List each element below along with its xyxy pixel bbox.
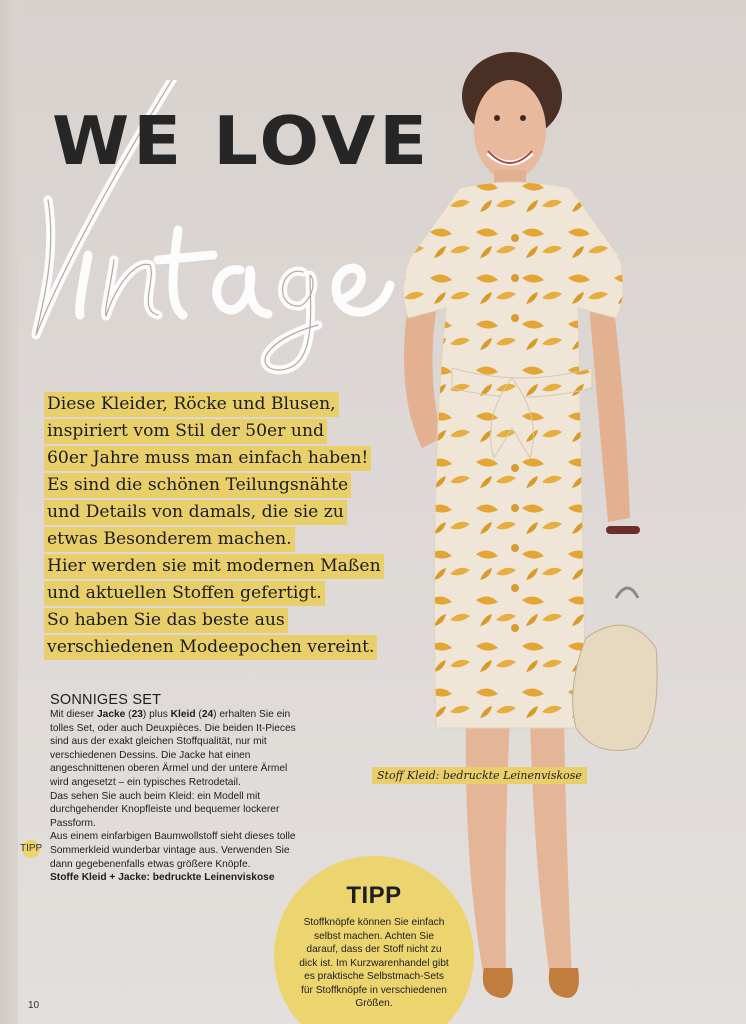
intro-text xyxy=(44,396,424,666)
tipp-box xyxy=(274,856,474,1024)
intro-line: 60er Jahre muss man einfach haben! xyxy=(44,450,424,477)
intro-line: und aktuellen Stoffen gefertigt. xyxy=(44,585,424,612)
tipp-body: Stoffknöpfe können Sie einfach selbst machen. Achten Sie darauf, dass der Stoff nicht zu dick ist. Im Kurzwarenhandel gibt es praktische Selbstmach-Sets für Stoffknöpfe in verschiedenen Größen. xyxy=(299,917,449,1009)
article-paragraph: Das sehen Sie auch beim Kleid: ein Modell mit durchgehender Knopfleiste und bequemer lockerer Passform. xyxy=(50,790,280,829)
tipp-title: TIPP xyxy=(346,882,402,909)
intro-line: Diese Kleider, Röcke und Blusen, xyxy=(44,396,424,423)
model-photo xyxy=(380,38,680,1008)
intro-line: inspiriert vom Stil der 50er und xyxy=(44,423,424,450)
intro-line: Hier werden sie mit modernen Maßen xyxy=(44,558,424,585)
page-title: WE LOVE xyxy=(52,102,432,180)
article-title: SONNIGES SET xyxy=(50,692,162,708)
tipp-marker: TIPP xyxy=(18,838,48,860)
article-paragraph: Aus einem einfarbigen Baumwollstoff sieht dieses tolle Sommerkleid wunderbar vintage aus. Verwenden Sie dann gegebenenfalls etwas größere Knöpfe. xyxy=(50,831,296,870)
intro-line: So haben Sie das beste aus xyxy=(44,612,424,639)
intro-line: Es sind die schönen Teilungsnähte xyxy=(44,477,424,504)
intro-line: etwas Besonderem machen. xyxy=(44,531,424,558)
intro-line: verschiedenen Modeepochen vereint. xyxy=(44,639,424,666)
article-body xyxy=(50,692,306,885)
page-gutter xyxy=(0,0,18,1024)
article-paragraph: Mit dieser Jacke (23) plus Kleid (24) erhalten Sie ein tolles Set, oder auch Deuxpièces. Die beiden It-Pieces sind aus der exakt gleichen Stoffqualität, nur mit verschiedenen Dessins. Die Jacke hat einen angeschnittenen oberen Ärmel und der untere Ärmel wird angesetzt – ein typisches Retrodetail. xyxy=(50,709,296,788)
fabric-caption: Stoff Kleid: bedruckte Leinenviskose xyxy=(372,767,587,784)
article-fabric-note: Stoffe Kleid + Jacke: bedruckte Leinenviskose xyxy=(50,872,275,884)
intro-line: und Details von damals, die sie zu xyxy=(44,504,424,531)
page-number: 10 xyxy=(28,1000,40,1011)
